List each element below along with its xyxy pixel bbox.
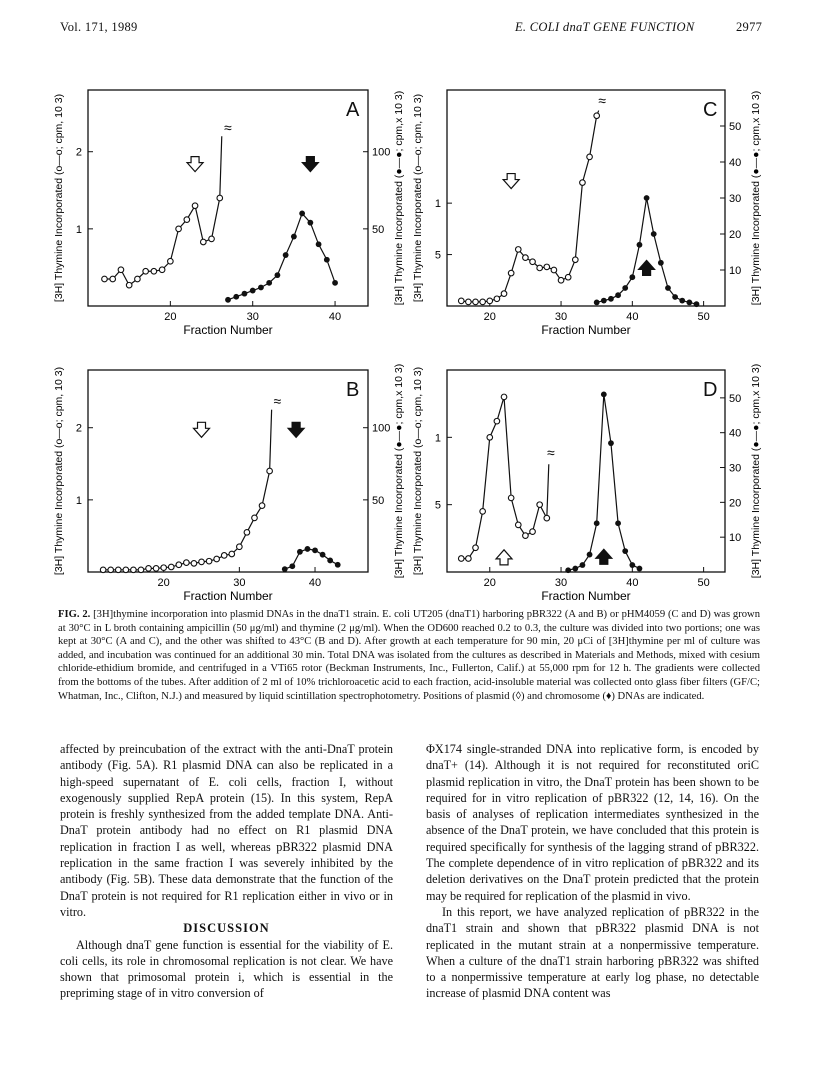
open-data-point xyxy=(530,529,536,535)
y-left-axis-label: [3H] Thymine Incorporated (o—o; cpm, 10 3) xyxy=(53,93,65,303)
y-right-tick-label: 40 xyxy=(729,157,742,169)
open-data-point xyxy=(508,495,514,501)
y-right-tick-label: 100 xyxy=(372,146,391,159)
open-data-point xyxy=(580,180,586,186)
filled-data-point xyxy=(615,292,621,298)
y-left-tick-label: 5 xyxy=(434,249,441,262)
axis-break-mark: ≈ xyxy=(598,92,606,109)
x-tick-label: 20 xyxy=(483,577,496,589)
open-data-point xyxy=(118,267,124,273)
open-data-point xyxy=(217,195,223,201)
x-tick-label: 30 xyxy=(246,311,259,323)
y-left-tick-label: 1 xyxy=(75,223,82,236)
open-data-point xyxy=(523,255,529,261)
y-left-tick-label: 2 xyxy=(75,422,82,435)
chromosome-arrow-icon xyxy=(302,157,318,172)
open-data-point xyxy=(537,502,543,508)
page-number: 2977 xyxy=(736,20,763,34)
filled-data-point xyxy=(282,566,288,572)
filled-data-point xyxy=(658,260,664,266)
open-data-point xyxy=(123,567,129,573)
open-data-point xyxy=(558,277,564,283)
open-data-point xyxy=(259,503,265,509)
open-data-point xyxy=(102,276,108,282)
x-axis-label: Fraction Number xyxy=(183,589,273,600)
body-column-right xyxy=(426,741,759,1002)
body-paragraph: affected by preincubation of the extract with the anti-DnaT protein antibody (Fig. 5A). R1 plasmid DNA can also be replicated in a high-speed supernatant of E. coli cells, fraction I, without exogenously supplied RepA protein (15). In this system, RepA protein is freshly synthesized from the added template DNA. Anti-DnaT protein antibody had no effect on R1 plasmid DNA replication in fraction I as well, whereas pBR322 plasmid DNA replication in the same fraction I was severely inhibited by the antibody (Fig. 5B). These data demonstrate that the function of the DnaT protein is not required for R1 replication either in vivo or in vitro. xyxy=(60,742,393,919)
filled-data-point xyxy=(320,552,326,558)
y-left-tick-label: 5 xyxy=(434,499,441,512)
open-data-point xyxy=(146,566,152,572)
filled-data-point xyxy=(283,252,289,258)
x-tick-label: 20 xyxy=(483,311,496,323)
open-data-point xyxy=(466,299,472,305)
open-data-point xyxy=(100,567,106,573)
y-right-tick-label: 30 xyxy=(729,462,742,475)
open-series-line xyxy=(461,111,598,302)
open-data-point xyxy=(131,567,137,573)
open-data-point xyxy=(494,418,500,424)
filled-data-point xyxy=(297,549,303,555)
chromosome-arrow-icon xyxy=(639,260,655,275)
x-axis-label: Fraction Number xyxy=(183,323,273,337)
x-tick-label: 20 xyxy=(157,577,170,589)
y-right-tick-label: 10 xyxy=(729,532,742,545)
caption-label: FIG. 2. xyxy=(58,609,91,620)
filled-data-point xyxy=(316,241,322,247)
filled-data-point xyxy=(651,231,657,237)
open-data-point xyxy=(458,556,464,562)
y-left-axis-label: [3H] Thymine Incorporated (o—o; cpm, 10 3) xyxy=(412,366,424,576)
x-tick-label: 30 xyxy=(554,311,568,323)
open-data-point xyxy=(501,291,507,297)
open-data-point xyxy=(473,545,479,551)
filled-data-point xyxy=(665,285,671,291)
open-data-point xyxy=(487,298,493,304)
filled-data-point xyxy=(694,301,700,307)
open-data-point xyxy=(537,265,543,271)
filled-data-point xyxy=(672,294,678,300)
filled-data-point xyxy=(250,288,256,294)
open-data-point xyxy=(252,515,258,521)
filled-data-point xyxy=(299,211,305,217)
filled-data-point xyxy=(289,563,295,569)
open-data-point xyxy=(200,239,206,245)
panel-frame xyxy=(447,90,725,306)
panel-letter: B xyxy=(346,379,360,401)
x-tick-label: 30 xyxy=(554,577,568,589)
open-data-point xyxy=(191,561,197,567)
plasmid-arrow-icon xyxy=(496,550,512,565)
x-tick-label: 50 xyxy=(697,311,710,323)
filled-data-point xyxy=(601,298,607,304)
filled-data-point xyxy=(572,566,578,572)
open-data-point xyxy=(565,274,571,280)
y-right-tick-label: 10 xyxy=(729,265,742,277)
panel-b xyxy=(53,364,405,600)
filled-series-line xyxy=(568,394,639,570)
panel-letter: C xyxy=(703,99,718,121)
x-axis-label: Fraction Number xyxy=(541,323,631,337)
x-tick-label: 50 xyxy=(697,577,710,589)
filled-data-point xyxy=(686,300,692,306)
open-data-point xyxy=(544,515,550,521)
open-data-point xyxy=(244,530,250,536)
y-right-axis-label: [3H] Thymine Incorporated (●—●; cpm,x 10 3) xyxy=(750,363,762,579)
filled-data-point xyxy=(565,567,571,573)
open-series-line xyxy=(103,410,271,570)
open-data-point xyxy=(108,567,114,573)
filled-series-line xyxy=(228,213,335,299)
y-right-tick-label: 20 xyxy=(729,497,742,510)
y-right-tick-label: 50 xyxy=(372,494,385,507)
y-right-tick-label: 50 xyxy=(729,392,742,405)
filled-data-point xyxy=(327,558,333,564)
y-right-tick-label: 40 xyxy=(729,427,742,440)
x-tick-label: 30 xyxy=(233,577,246,589)
open-data-point xyxy=(480,509,486,515)
filled-data-point xyxy=(587,552,593,558)
y-right-tick-label: 50 xyxy=(729,121,742,133)
open-data-point xyxy=(184,560,190,566)
filled-data-point xyxy=(679,298,685,304)
open-data-point xyxy=(466,556,472,562)
panel-letter: D xyxy=(703,379,718,401)
filled-data-point xyxy=(622,285,628,291)
body-paragraph: Although dnaT gene function is essential for the viability of E. coli cells, its role in chromosomal replication is not clear. We have shown that primosomal protein i, which is essential in the prepriming stage of in vitro conversion of xyxy=(60,937,393,1001)
open-data-point xyxy=(515,247,521,253)
x-tick-label: 20 xyxy=(164,311,177,323)
discussion-heading: DISCUSSION xyxy=(183,921,270,936)
filled-data-point xyxy=(324,257,330,263)
figure-caption xyxy=(58,608,760,703)
axis-break-mark: ≈ xyxy=(224,119,232,136)
y-left-tick-label: 1 xyxy=(75,494,82,507)
filled-data-point xyxy=(637,566,643,572)
open-data-point xyxy=(508,270,514,276)
filled-data-point xyxy=(644,195,650,201)
filled-data-point xyxy=(608,440,614,446)
filled-data-point xyxy=(637,242,643,248)
open-data-point xyxy=(199,559,205,565)
plasmid-arrow-icon xyxy=(187,157,203,172)
plasmid-arrow-icon xyxy=(194,422,210,437)
x-tick-label: 40 xyxy=(328,311,342,323)
open-data-point xyxy=(151,268,157,274)
y-right-axis-label: [3H] Thymine Incorporated (●—●; cpm,x 10 3) xyxy=(393,90,405,306)
filled-data-point xyxy=(307,220,313,226)
chromosome-arrow-icon xyxy=(288,422,304,437)
open-series-line xyxy=(461,397,549,559)
open-data-point xyxy=(494,296,500,302)
running-header-title: E. COLI dnaT GENE FUNCTION xyxy=(515,20,695,34)
open-data-point xyxy=(480,299,486,305)
y-left-tick-label: 2 xyxy=(75,146,82,159)
figure-2 xyxy=(0,60,816,600)
body-column-left xyxy=(60,741,393,1002)
body-paragraph: ΦX174 single-stranded DNA into replicative form, is encoded by dnaT+ (14). Although it is not required for reconstituted oriC plasmid replication in vitro, the DnaT protein has been shown to be required for in vitro replication of pBR322 (12, 14, 16). On the basis of analyses of replication intermediates synthesized in the absence of the DnaT protein, we have concluded that this protein is required specifically for synthesis of the lagging strand of pBR322. The complete dependence of in vitro replication of pBR322 and its deletion derivatives on the DnaT protein predicted that the protein may be required for replication of the plasmid in vivo. xyxy=(426,742,759,903)
filled-data-point xyxy=(332,280,338,286)
filled-data-point xyxy=(312,547,318,553)
x-axis-label: Fraction Number xyxy=(541,589,631,600)
open-data-point xyxy=(161,565,167,571)
x-tick-label: 40 xyxy=(626,311,639,323)
open-data-point xyxy=(192,203,198,209)
y-left-axis-label: [3H] Thymine Incorporated (o—o; cpm, 10 3) xyxy=(53,366,65,576)
open-data-point xyxy=(487,435,493,441)
filled-data-point xyxy=(629,562,635,568)
filled-series-line xyxy=(597,198,697,304)
open-data-point xyxy=(530,259,536,265)
panel-a xyxy=(53,90,405,337)
open-data-point xyxy=(594,113,600,119)
open-data-point xyxy=(229,551,235,557)
open-data-point xyxy=(168,258,174,264)
filled-data-point xyxy=(629,274,635,280)
open-data-point xyxy=(473,299,479,305)
filled-data-point xyxy=(622,548,628,554)
panel-c xyxy=(412,90,762,337)
panel-letter: A xyxy=(346,99,360,121)
open-data-point xyxy=(551,267,557,273)
open-data-point xyxy=(176,562,182,568)
panel-frame xyxy=(447,370,725,572)
open-data-point xyxy=(523,533,529,539)
open-data-point xyxy=(176,226,182,232)
axis-break-mark: ≈ xyxy=(546,444,555,461)
open-data-point xyxy=(126,282,132,288)
chromosome-arrow-icon xyxy=(596,549,612,564)
filled-data-point xyxy=(594,520,600,526)
panel-d xyxy=(412,364,762,600)
open-data-point xyxy=(153,566,159,572)
open-data-point xyxy=(515,522,521,528)
open-data-point xyxy=(221,553,227,559)
y-left-axis-label: [3H] Thymine Incorporated (o—o; cpm, 10 3) xyxy=(412,93,424,303)
open-data-point xyxy=(544,264,550,270)
y-right-tick-label: 20 xyxy=(729,229,742,241)
y-right-axis-label: [3H] Thymine Incorporated (●—●; cpm,x 10 3) xyxy=(393,363,405,579)
open-data-point xyxy=(573,257,579,263)
open-data-point xyxy=(159,267,165,273)
y-left-tick-label: 1 xyxy=(434,198,441,211)
y-right-axis-label: [3H] Thymine Incorporated (●—●; cpm,x 10 3) xyxy=(750,90,762,306)
open-data-point xyxy=(184,217,190,223)
filled-data-point xyxy=(580,562,586,568)
filled-data-point xyxy=(615,520,621,526)
running-header-volume: Vol. 171, 1989 xyxy=(60,20,138,34)
plasmid-arrow-icon xyxy=(503,174,519,189)
open-data-point xyxy=(587,154,593,160)
filled-data-point xyxy=(266,280,272,286)
open-series-line xyxy=(104,136,221,285)
body-paragraph: In this report, we have analyzed replication of pBR322 in the dnaT1 strain and shown that pBR322 plasmid DNA is not replicated in the mutant strain at a nonpermissive temperature. When a culture of the dnaT1 strain harboring pBR322 was shifted to a nonpermissive temperature at early log phase, no detectable increase of plasmid DNA content was xyxy=(426,904,759,1001)
filled-data-point xyxy=(233,294,239,300)
filled-data-point xyxy=(608,296,614,302)
x-tick-label: 40 xyxy=(308,577,322,589)
y-right-tick-label: 100 xyxy=(372,422,391,435)
y-right-tick-label: 50 xyxy=(372,223,385,236)
open-data-point xyxy=(458,298,464,304)
caption-text: [3H]thymine incorporation into plasmid DNAs in the dnaT1 strain. E. coli UT205 (dnaT1) harboring pBR322 (A and B) or pHM4059 (C and D) was grown at 30°C in L broth containing ampicillin (50 μg/ml) and thymine (2 μg/ml). When the OD600 reached 0.2 to 0.3, the culture was divided into two portions; one was kept at 30°C (A and C), and the other was shifted to 43°C (B and D). After growth at each temperature for 90 min, 20 μCi of [3H]thymine per ml of culture was added, and incubation was continued for an additional 30 min. Total DNA was isolated from the cultures as described in Materials and Methods, mixed with cesium chloride-ethidium bromide, and centrifuged in a VTi65 rotor (Beckman Instruments, Inc., Fullerton, Calif.) at 55,000 rpm for 12 h. The gradients were collected from the bottoms of the tubes. After addition of 2 ml of 10% trichloroacetic acid to each fraction, acid-insoluble material was collected onto glass fiber filters (GF/C; Whatman, Inc., Clifton, N.J.) and measured by liquid scintillation spectrophotometry. Positions of plasmid (◊) and chromosome (♦) DNAs are indicated. xyxy=(58,609,760,702)
open-data-point xyxy=(267,468,273,474)
filled-data-point xyxy=(305,546,311,552)
panel-frame xyxy=(88,370,368,572)
open-data-point xyxy=(237,544,243,550)
filled-data-point xyxy=(258,285,264,291)
axis-break-mark: ≈ xyxy=(273,393,282,410)
open-data-point xyxy=(168,564,174,570)
filled-data-point xyxy=(242,291,248,297)
open-data-point xyxy=(138,567,144,573)
open-data-point xyxy=(143,268,149,274)
open-data-point xyxy=(209,236,215,242)
y-left-tick-label: 1 xyxy=(434,432,441,445)
open-data-point xyxy=(206,558,212,564)
open-data-point xyxy=(135,276,141,282)
filled-data-point xyxy=(601,391,607,397)
open-data-point xyxy=(214,556,220,562)
open-data-point xyxy=(501,394,507,400)
filled-data-point xyxy=(275,272,281,278)
filled-data-point xyxy=(291,234,297,240)
open-data-point xyxy=(115,567,121,573)
filled-data-point xyxy=(594,300,600,306)
filled-data-point xyxy=(335,562,341,568)
filled-data-point xyxy=(225,297,231,303)
x-tick-label: 40 xyxy=(626,577,639,589)
y-right-tick-label: 30 xyxy=(729,193,742,205)
open-data-point xyxy=(110,276,116,282)
